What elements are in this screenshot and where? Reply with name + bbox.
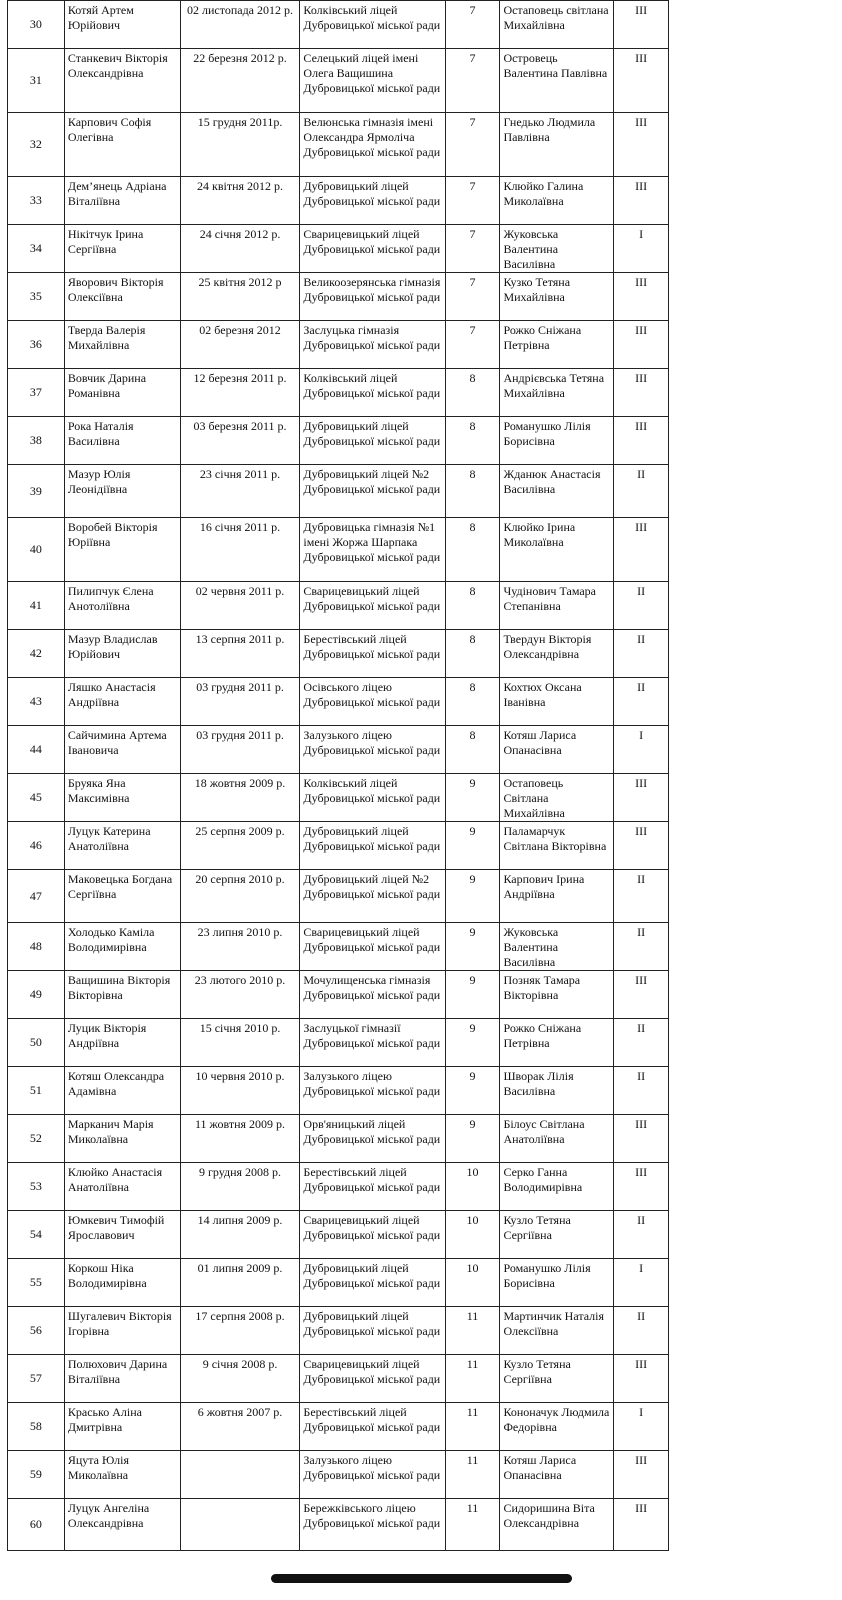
table-row — [8, 49, 669, 113]
table-row — [8, 971, 669, 1019]
cell-school: Берестівський ліцей Дубровицької міської ради — [300, 1403, 445, 1451]
cell-school: Дубровицький ліцей Дубровицької міської ради — [300, 1259, 445, 1307]
table-row — [8, 1355, 669, 1403]
table-row — [8, 1403, 669, 1451]
cell-student-name: Ляшко Анастасія Андріївна — [64, 678, 180, 726]
cell-birth-date: 14 липня 2009 р. — [180, 1211, 300, 1259]
table-row — [8, 726, 669, 774]
cell-number: 45 — [8, 774, 65, 822]
cell-level: II — [614, 582, 669, 630]
cell-student-name: Сайчимина Артема Івановича — [64, 726, 180, 774]
cell-birth-date: 24 квітня 2012 р. — [180, 177, 300, 225]
cell-teacher: Романушко Лілія Борисівна — [500, 1259, 614, 1307]
cell-teacher: Клюйко Галина Миколаївна — [500, 177, 614, 225]
cell-grade: 9 — [445, 870, 500, 923]
cell-grade: 9 — [445, 774, 500, 822]
cell-birth-date: 02 червня 2011 р. — [180, 582, 300, 630]
cell-birth-date: 01 липня 2009 р. — [180, 1259, 300, 1307]
cell-school: Дубровицький ліцей №2 Дубровицької міської ради — [300, 870, 445, 923]
cell-level: I — [614, 1259, 669, 1307]
cell-teacher: Андрієвська Тетяна Михайлівна — [500, 369, 614, 417]
cell-number: 60 — [8, 1499, 65, 1551]
cell-student-name: Воробей Вікторія Юріївна — [64, 518, 180, 582]
cell-grade: 9 — [445, 971, 500, 1019]
table-row — [8, 369, 669, 417]
cell-grade: 11 — [445, 1499, 500, 1551]
cell-teacher: Жданюк Анастасія Василівна — [500, 465, 614, 518]
cell-level: III — [614, 1499, 669, 1551]
cell-student-name: Яворович Вікторія Олексіївна — [64, 273, 180, 321]
table-body — [8, 1, 669, 1551]
cell-birth-date: 15 січня 2010 р. — [180, 1019, 300, 1067]
cell-number: 40 — [8, 518, 65, 582]
cell-school: Заслуцької гімназії Дубровицької міської ради — [300, 1019, 445, 1067]
cell-level: III — [614, 1355, 669, 1403]
cell-birth-date: 12 березня 2011 р. — [180, 369, 300, 417]
cell-grade: 9 — [445, 1019, 500, 1067]
cell-school: Сварицевицький ліцей Дубровицької міської ради — [300, 1355, 445, 1403]
cell-number: 36 — [8, 321, 65, 369]
cell-teacher: Гнедько Людмила Павлівна — [500, 113, 614, 177]
cell-grade: 11 — [445, 1355, 500, 1403]
cell-number: 48 — [8, 923, 65, 971]
table-row — [8, 1211, 669, 1259]
table-row — [8, 923, 669, 971]
cell-level: II — [614, 678, 669, 726]
cell-birth-date: 24 січня 2012 р. — [180, 225, 300, 273]
cell-teacher: Котяш Лариса Опанасівна — [500, 726, 614, 774]
cell-teacher: Твердун Вікторія Олександрівна — [500, 630, 614, 678]
cell-number: 43 — [8, 678, 65, 726]
cell-grade: 8 — [445, 678, 500, 726]
cell-birth-date: 25 серпня 2009 р. — [180, 822, 300, 870]
table-row — [8, 465, 669, 518]
cell-grade: 9 — [445, 822, 500, 870]
cell-birth-date: 11 жовтня 2009 р. — [180, 1115, 300, 1163]
table-row — [8, 1, 669, 49]
table-row — [8, 518, 669, 582]
cell-school: Мочулищенська гімназія Дубровицької міської ради — [300, 971, 445, 1019]
cell-student-name: Красько Аліна Дмитрівна — [64, 1403, 180, 1451]
cell-level: III — [614, 971, 669, 1019]
cell-school: Дубровицький ліцей №2 Дубровицької міської ради — [300, 465, 445, 518]
cell-student-name: Дем’янець Адріана Віталіївна — [64, 177, 180, 225]
cell-student-name: Шугалевич Вікторія Ігорівна — [64, 1307, 180, 1355]
cell-teacher: Остаповець світлана Михайлівна — [500, 1, 614, 49]
cell-grade: 8 — [445, 518, 500, 582]
cell-birth-date: 25 квітня 2012 р — [180, 273, 300, 321]
cell-number: 44 — [8, 726, 65, 774]
table-row — [8, 1163, 669, 1211]
cell-school: Сварицевицький ліцей Дубровицької міської ради — [300, 923, 445, 971]
cell-grade: 10 — [445, 1259, 500, 1307]
cell-number: 56 — [8, 1307, 65, 1355]
table-row — [8, 273, 669, 321]
table-row — [8, 582, 669, 630]
cell-level: III — [614, 822, 669, 870]
table-row — [8, 1259, 669, 1307]
cell-number: 54 — [8, 1211, 65, 1259]
cell-student-name: Коркош Ніка Володимирівна — [64, 1259, 180, 1307]
cell-grade: 8 — [445, 726, 500, 774]
cell-student-name: Мазур Владислав Юрійович — [64, 630, 180, 678]
cell-level: III — [614, 417, 669, 465]
cell-school: Берестівський ліцей Дубровицької міської ради — [300, 1163, 445, 1211]
cell-level: II — [614, 1211, 669, 1259]
cell-school: Великоозерянська гімназія Дубровицької міської ради — [300, 273, 445, 321]
cell-grade: 7 — [445, 177, 500, 225]
cell-school: Заслуцька гімназія Дубровицької міської ради — [300, 321, 445, 369]
cell-student-name: Юмкевич Тимофій Ярославович — [64, 1211, 180, 1259]
table-row — [8, 630, 669, 678]
cell-birth-date: 13 серпня 2011 р. — [180, 630, 300, 678]
table-row — [8, 1067, 669, 1115]
cell-school: Залузького ліцею Дубровицької міської ради — [300, 1451, 445, 1499]
cell-birth-date: 16 січня 2011 р. — [180, 518, 300, 582]
cell-teacher: Паламарчук Світлана Вікторівна — [500, 822, 614, 870]
table-row — [8, 870, 669, 923]
cell-school: Сварицевицький ліцей Дубровицької міської ради — [300, 1211, 445, 1259]
cell-teacher: Кузло Тетяна Сергіївна — [500, 1211, 614, 1259]
cell-level: III — [614, 369, 669, 417]
cell-grade: 9 — [445, 1115, 500, 1163]
table-row — [8, 1019, 669, 1067]
cell-level: III — [614, 774, 669, 822]
cell-student-name: Маковецька Богдана Сергіївна — [64, 870, 180, 923]
cell-school: Колківський ліцей Дубровицької міської ради — [300, 369, 445, 417]
cell-birth-date: 22 березня 2012 р. — [180, 49, 300, 113]
cell-number: 52 — [8, 1115, 65, 1163]
cell-birth-date: 23 лютого 2010 р. — [180, 971, 300, 1019]
cell-student-name: Рока Наталія Василівна — [64, 417, 180, 465]
cell-level: III — [614, 1, 669, 49]
cell-student-name: Котяй Артем Юрійович — [64, 1, 180, 49]
cell-birth-date: 03 грудня 2011 р. — [180, 678, 300, 726]
cell-student-name: Луцик Вікторія Андріївна — [64, 1019, 180, 1067]
cell-number: 38 — [8, 417, 65, 465]
cell-grade: 8 — [445, 417, 500, 465]
cell-level: III — [614, 113, 669, 177]
table-row — [8, 774, 669, 822]
cell-student-name: Марканич Марія Миколаївна — [64, 1115, 180, 1163]
table-row — [8, 1115, 669, 1163]
cell-grade: 7 — [445, 49, 500, 113]
cell-birth-date: 23 липня 2010 р. — [180, 923, 300, 971]
cell-level: I — [614, 1403, 669, 1451]
cell-school: Бережківського ліцею Дубровицької міської ради — [300, 1499, 445, 1551]
cell-birth-date: 23 січня 2011 р. — [180, 465, 300, 518]
cell-grade: 7 — [445, 273, 500, 321]
table-row — [8, 113, 669, 177]
cell-student-name: Луцук Ангеліна Олександрівна — [64, 1499, 180, 1551]
cell-birth-date: 20 серпня 2010 р. — [180, 870, 300, 923]
cell-level: III — [614, 1115, 669, 1163]
cell-student-name: Холодько Каміла Володимирівна — [64, 923, 180, 971]
cell-level: III — [614, 49, 669, 113]
cell-teacher: Котяш Лариса Опанасівна — [500, 1451, 614, 1499]
cell-student-name: Луцук Катерина Анатоліївна — [64, 822, 180, 870]
cell-grade: 8 — [445, 582, 500, 630]
cell-teacher: Мартинчик Наталія Олексіївна — [500, 1307, 614, 1355]
cell-school: Дубровицький ліцей Дубровицької міської ради — [300, 177, 445, 225]
cell-student-name: Станкевич Вікторія Олександрівна — [64, 49, 180, 113]
cell-number: 30 — [8, 1, 65, 49]
cell-school: Дубровицький ліцей Дубровицької міської ради — [300, 417, 445, 465]
cell-teacher: Клюйко Ірина Миколаївна — [500, 518, 614, 582]
cell-teacher: Рожко Сніжана Петрівна — [500, 1019, 614, 1067]
cell-teacher: Кузко Тетяна Михайлівна — [500, 273, 614, 321]
cell-level: II — [614, 465, 669, 518]
table-row — [8, 177, 669, 225]
cell-number: 57 — [8, 1355, 65, 1403]
cell-school: Берестівський ліцей Дубровицької міської ради — [300, 630, 445, 678]
cell-number: 39 — [8, 465, 65, 518]
table-row — [8, 225, 669, 273]
cell-school: Орв'яницький ліцей Дубровицької міської ради — [300, 1115, 445, 1163]
cell-school: Сварицевицький ліцей Дубровицької міської ради — [300, 582, 445, 630]
cell-birth-date — [180, 1451, 300, 1499]
cell-birth-date: 18 жовтня 2009 р. — [180, 774, 300, 822]
cell-grade: 10 — [445, 1163, 500, 1211]
cell-student-name: Мазур Юлія Леонідіївна — [64, 465, 180, 518]
cell-grade: 11 — [445, 1403, 500, 1451]
cell-level: III — [614, 177, 669, 225]
cell-grade: 7 — [445, 321, 500, 369]
cell-teacher: Позняк Тамара Вікторівна — [500, 971, 614, 1019]
cell-teacher: Жуковська Валентина Василівна — [500, 923, 614, 971]
cell-school: Дубровицька гімназія №1 імені Жоржа Шарпака Дубровицької міської ради — [300, 518, 445, 582]
cell-school: Велюнська гімназія імені Олександра Ярмоліча Дубровицької міської ради — [300, 113, 445, 177]
table-row — [8, 678, 669, 726]
cell-grade: 11 — [445, 1451, 500, 1499]
cell-grade: 9 — [445, 923, 500, 971]
cell-birth-date: 02 листопада 2012 р. — [180, 1, 300, 49]
home-indicator-bar[interactable] — [271, 1574, 572, 1583]
cell-number: 37 — [8, 369, 65, 417]
cell-teacher: Серко Ганна Володимирівна — [500, 1163, 614, 1211]
cell-birth-date: 03 грудня 2011 р. — [180, 726, 300, 774]
cell-birth-date: 03 березня 2011 р. — [180, 417, 300, 465]
cell-level: I — [614, 726, 669, 774]
cell-grade: 7 — [445, 113, 500, 177]
cell-student-name: Карпович Софія Олегівна — [64, 113, 180, 177]
cell-number: 31 — [8, 49, 65, 113]
cell-birth-date — [180, 1499, 300, 1551]
cell-number: 51 — [8, 1067, 65, 1115]
cell-student-name: Котяш Олександра Адамівна — [64, 1067, 180, 1115]
table-row — [8, 1451, 669, 1499]
cell-number: 59 — [8, 1451, 65, 1499]
cell-birth-date: 9 грудня 2008 р. — [180, 1163, 300, 1211]
cell-number: 46 — [8, 822, 65, 870]
cell-level: II — [614, 1307, 669, 1355]
cell-grade: 8 — [445, 369, 500, 417]
cell-grade: 7 — [445, 225, 500, 273]
cell-grade: 8 — [445, 630, 500, 678]
cell-grade: 7 — [445, 1, 500, 49]
cell-student-name: Ващишина Вікторія Вікторівна — [64, 971, 180, 1019]
cell-school: Селецький ліцей імені Олега Ващишина Дубровицької міської ради — [300, 49, 445, 113]
cell-teacher: Островець Валентина Павлівна — [500, 49, 614, 113]
cell-student-name: Нікітчук Ірина Сергіївна — [64, 225, 180, 273]
cell-school: Осівського ліцею Дубровицької міської ради — [300, 678, 445, 726]
cell-teacher: Кохтюх Оксана Іванівна — [500, 678, 614, 726]
cell-grade: 11 — [445, 1307, 500, 1355]
cell-birth-date: 10 червня 2010 р. — [180, 1067, 300, 1115]
cell-level: III — [614, 321, 669, 369]
cell-level: III — [614, 518, 669, 582]
cell-teacher: Романушко Лілія Борисівна — [500, 417, 614, 465]
cell-school: Сварицевицький ліцей Дубровицької міської ради — [300, 225, 445, 273]
cell-student-name: Полюхович Дарина Віталіївна — [64, 1355, 180, 1403]
cell-birth-date: 15 грудня 2011р. — [180, 113, 300, 177]
cell-level: III — [614, 1451, 669, 1499]
cell-level: II — [614, 630, 669, 678]
cell-number: 49 — [8, 971, 65, 1019]
cell-level: III — [614, 273, 669, 321]
table-row — [8, 1499, 669, 1551]
cell-number: 47 — [8, 870, 65, 923]
cell-grade: 10 — [445, 1211, 500, 1259]
cell-number: 55 — [8, 1259, 65, 1307]
cell-school: Залузького ліцею Дубровицької міської ради — [300, 726, 445, 774]
cell-teacher: Карпович Ірина Андріївна — [500, 870, 614, 923]
cell-school: Колківський ліцей Дубровицької міської ради — [300, 1, 445, 49]
cell-level: III — [614, 1163, 669, 1211]
cell-number: 41 — [8, 582, 65, 630]
cell-school: Дубровицький ліцей Дубровицької міської ради — [300, 822, 445, 870]
cell-birth-date: 02 березня 2012 — [180, 321, 300, 369]
cell-teacher: Кононачук Людмила Федорівна — [500, 1403, 614, 1451]
cell-teacher: Білоус Світлана Анатоліївна — [500, 1115, 614, 1163]
cell-student-name: Пилипчук Єлена Анотоліївна — [64, 582, 180, 630]
cell-level: II — [614, 870, 669, 923]
cell-student-name: Яцута Юлія Миколаївна — [64, 1451, 180, 1499]
cell-grade: 9 — [445, 1067, 500, 1115]
cell-number: 33 — [8, 177, 65, 225]
cell-number: 35 — [8, 273, 65, 321]
cell-student-name: Тверда Валерія Михайлівна — [64, 321, 180, 369]
cell-birth-date: 6 жовтня 2007 р. — [180, 1403, 300, 1451]
cell-teacher: Кузло Тетяна Сергіївна — [500, 1355, 614, 1403]
cell-level: I — [614, 225, 669, 273]
cell-number: 34 — [8, 225, 65, 273]
cell-birth-date: 9 січня 2008 р. — [180, 1355, 300, 1403]
cell-student-name: Вовчик Дарина Романівна — [64, 369, 180, 417]
cell-number: 50 — [8, 1019, 65, 1067]
cell-teacher: Шворак Лілія Василівна — [500, 1067, 614, 1115]
cell-number: 42 — [8, 630, 65, 678]
cell-teacher: Жуковська Валентина Василівна — [500, 225, 614, 273]
cell-teacher: Остаповець Світлана Михайлівна — [500, 774, 614, 822]
cell-number: 58 — [8, 1403, 65, 1451]
cell-level: II — [614, 1067, 669, 1115]
cell-level: II — [614, 1019, 669, 1067]
cell-school: Дубровицький ліцей Дубровицької міської ради — [300, 1307, 445, 1355]
cell-school: Колківський ліцей Дубровицької міської ради — [300, 774, 445, 822]
cell-student-name: Клюйко Анастасія Анатоліївна — [64, 1163, 180, 1211]
results-table — [7, 0, 669, 1551]
cell-number: 53 — [8, 1163, 65, 1211]
cell-number: 32 — [8, 113, 65, 177]
table-row — [8, 822, 669, 870]
cell-grade: 8 — [445, 465, 500, 518]
cell-teacher: Чудінович Тамара Степанівна — [500, 582, 614, 630]
cell-teacher: Сидоришина Віта Олександрівна — [500, 1499, 614, 1551]
table-row — [8, 417, 669, 465]
cell-school: Залузького ліцею Дубровицької міської ради — [300, 1067, 445, 1115]
cell-level: II — [614, 923, 669, 971]
cell-teacher: Рожко Сніжана Петрівна — [500, 321, 614, 369]
table-row — [8, 1307, 669, 1355]
cell-birth-date: 17 серпня 2008 р. — [180, 1307, 300, 1355]
table-row — [8, 321, 669, 369]
cell-student-name: Бруяка Яна Максимівна — [64, 774, 180, 822]
